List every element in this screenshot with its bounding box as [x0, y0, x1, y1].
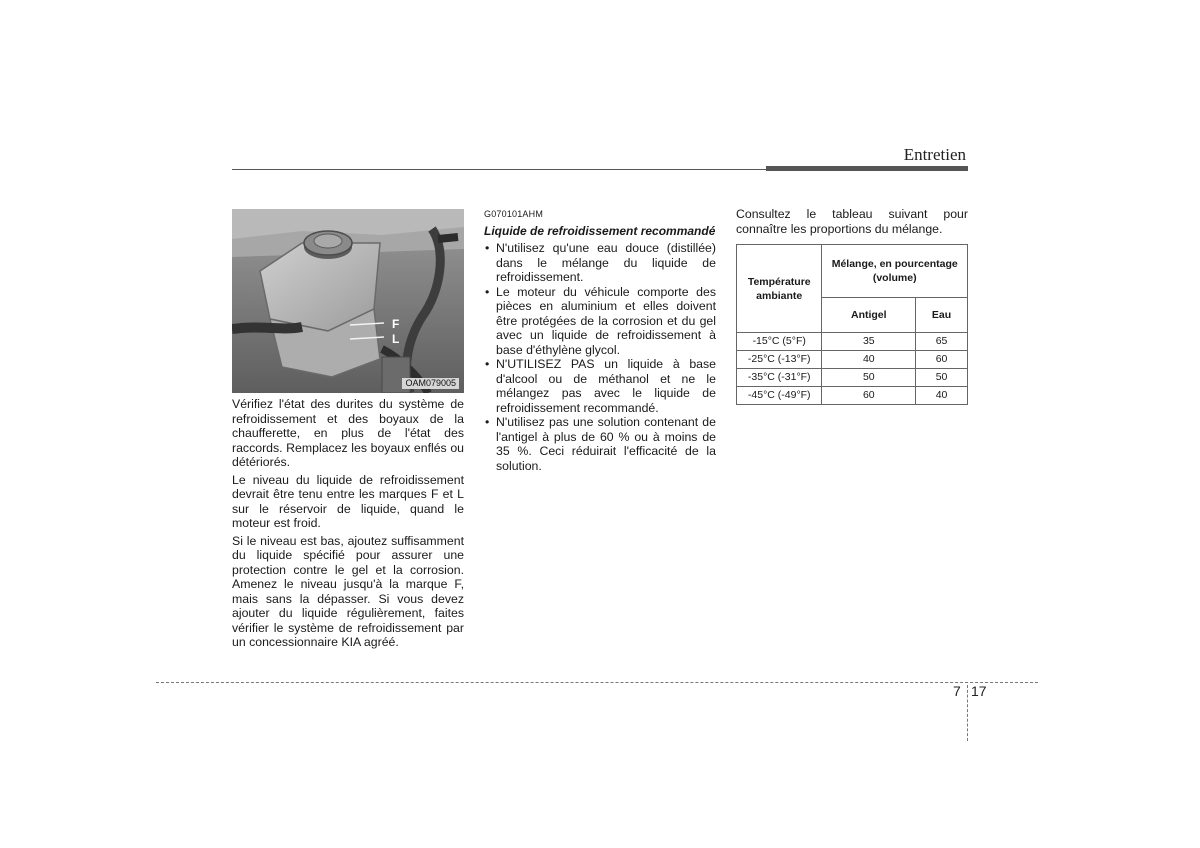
paragraph: Vérifiez l'état des durites du système de refroidissement et des boyaux de la chaufferette, en plus de l'état des raccords. Remplacez les boyaux enflés ou détériorés.	[232, 397, 464, 469]
level-mark-f: F	[392, 317, 400, 331]
header-temperature: Température ambiante	[737, 245, 822, 333]
mixture-table	[736, 244, 968, 405]
cell-eau: 40	[916, 387, 968, 405]
cell-eau: 50	[916, 369, 968, 387]
footer-divider	[967, 685, 968, 741]
header-rule-accent	[766, 166, 968, 171]
cell-antigel: 60	[822, 387, 916, 405]
cell-eau: 60	[916, 351, 968, 369]
table-row	[737, 351, 968, 369]
cell-temperature: -25°C (-13°F)	[737, 351, 822, 369]
coolant-reservoir-photo	[232, 209, 464, 393]
header-eau: Eau	[916, 298, 968, 333]
engine-bay-illustration	[232, 209, 464, 393]
list-item: • Le moteur du véhicule comporte des pièces en aluminium et elles doivent être protégées de la corrosion et du gel avec un liquide de refroidissement à base d'éthylène glycol.	[484, 285, 716, 358]
table-row	[737, 387, 968, 405]
cell-antigel: 50	[822, 369, 916, 387]
list-item: • N'utilisez pas une solution contenant de l'antigel à plus de 60 % ou à moins de 35 %. Ceci réduirait l'efficacité de la solution.	[484, 415, 716, 473]
cell-temperature: -45°C (-49°F)	[737, 387, 822, 405]
list-item: • N'UTILISEZ PAS un liquide à base d'alcool ou de méthanol et ne le mélangez pas avec le liquide de refroidissement recommandé.	[484, 357, 716, 415]
bullet-list	[484, 241, 716, 473]
left-column	[232, 209, 464, 653]
right-column	[736, 207, 968, 405]
table-row	[737, 333, 968, 351]
chapter-number: 7	[953, 683, 961, 699]
paragraph: Si le niveau est bas, ajoutez suffisamment du liquide spécifié pour assurer une protection contre le gel et la corrosion. Amenez le niveau jusqu'à la marque F, mais sans la dépasser. Si vous devez ajouter du liquide régulièrement, faites vérifier le système de refroidissement par un concessionnaire KIA agréé.	[232, 533, 464, 649]
cell-temperature: -35°C (-31°F)	[737, 369, 822, 387]
cell-temperature: -15°C (5°F)	[737, 333, 822, 351]
table-row	[737, 369, 968, 387]
paragraph: Le niveau du liquide de refroidissement devrait être tenu entre les marques F et L sur le réservoir de liquide, quand le moteur est froid.	[232, 472, 464, 530]
table-intro: Consultez le tableau suivant pour connaître les proportions du mélange.	[736, 207, 968, 236]
section-code: G070101AHM	[484, 209, 544, 219]
section-heading: Liquide de refroidissement recommandé	[484, 223, 716, 238]
cell-eau: 65	[916, 333, 968, 351]
header-antigel: Antigel	[822, 298, 916, 333]
level-mark-l: L	[392, 332, 400, 346]
cell-antigel: 35	[822, 333, 916, 351]
page-number: 17	[971, 683, 987, 699]
footer-rule	[156, 682, 1038, 683]
middle-column	[484, 207, 716, 473]
header-mixture: Mélange, en pourcentage (volume)	[822, 245, 968, 298]
section-title: Entretien	[903, 145, 966, 164]
cell-antigel: 40	[822, 351, 916, 369]
list-item: • N'utilisez qu'une eau douce (distillée) dans le mélange du liquide de refroidissement.	[484, 241, 716, 285]
photo-reference-code: OAM079005	[402, 378, 459, 389]
